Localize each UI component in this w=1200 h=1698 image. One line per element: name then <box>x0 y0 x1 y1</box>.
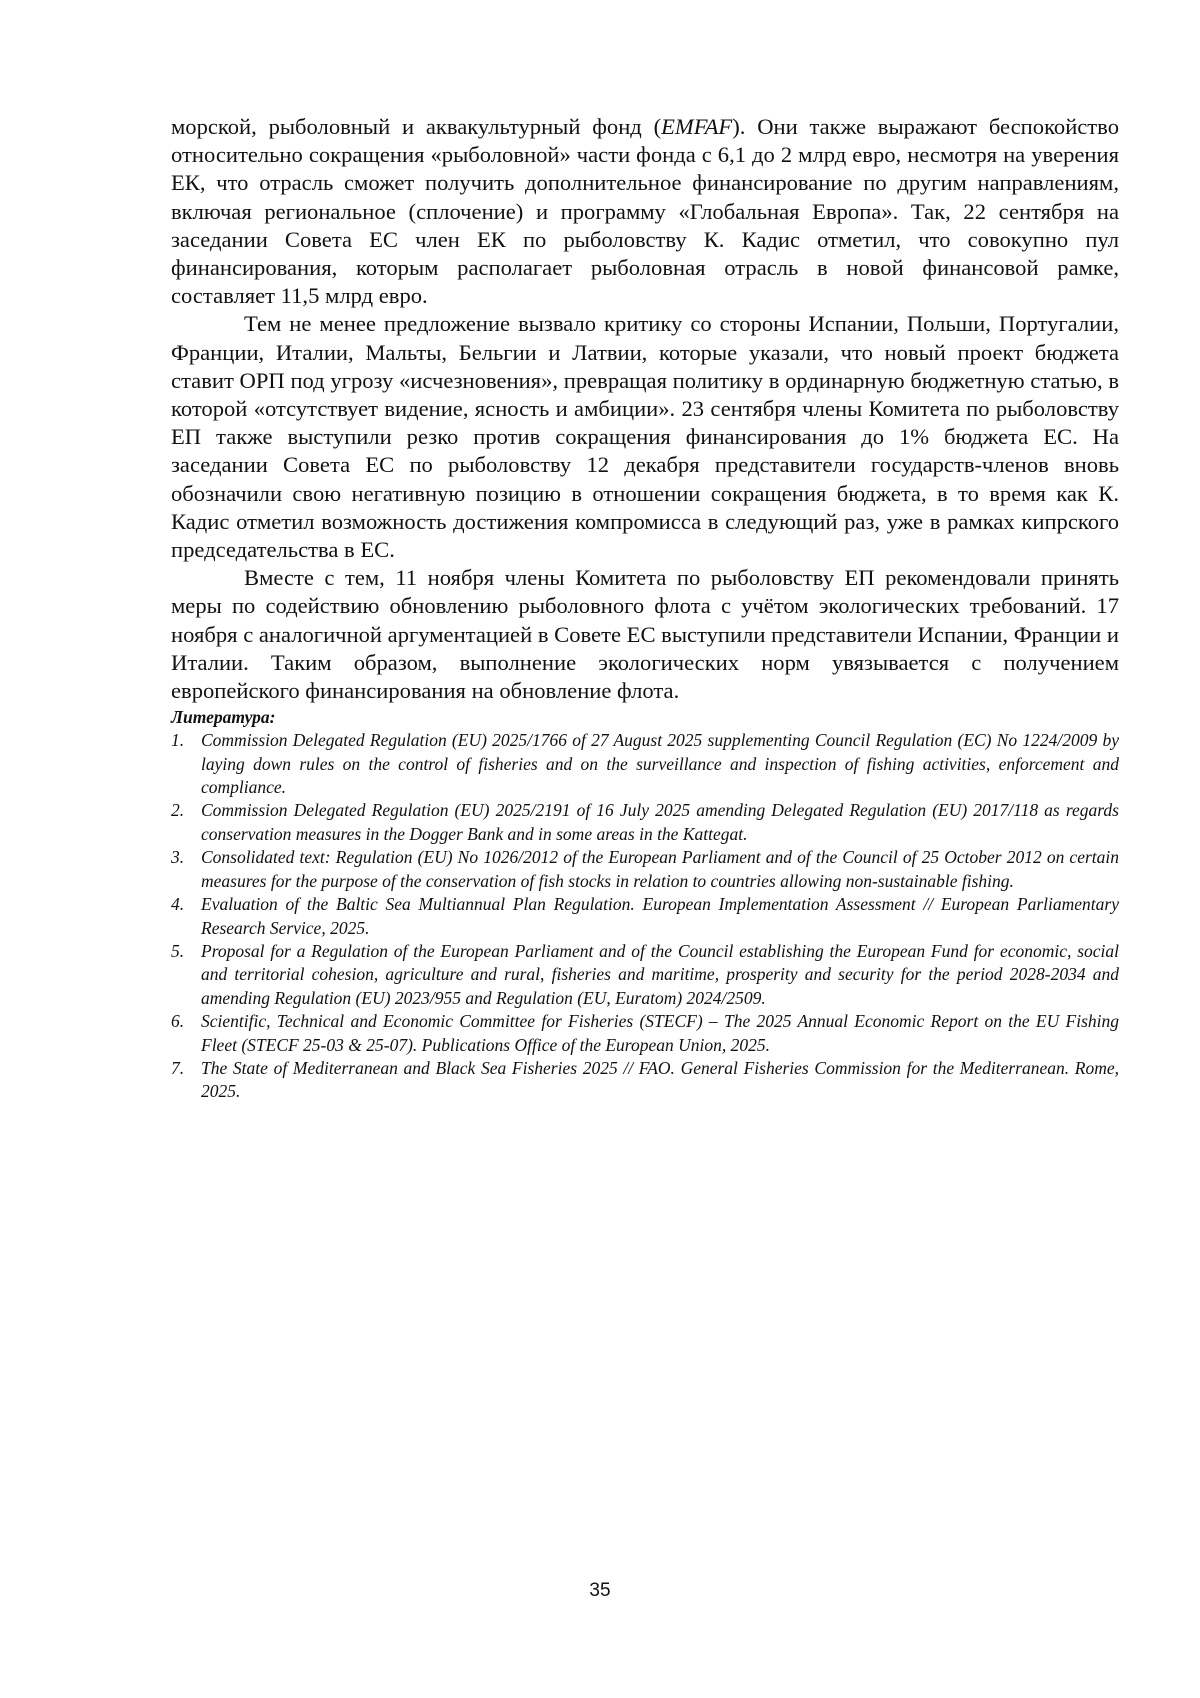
reference-item <box>171 893 1119 940</box>
emfaf-abbreviation: EMFAF <box>661 114 733 139</box>
reference-text: The State of Mediterranean and Black Sea Fisheries 2025 // FAO. General Fisheries Commission for the Mediterranean. Rome, 2025. <box>201 1057 1119 1102</box>
reference-number: 4. <box>171 894 185 915</box>
references-heading: Литература: <box>171 707 276 728</box>
reference-item <box>171 1057 1119 1104</box>
reference-text: Commission Delegated Regulation (EU) 2025/2191 of 16 July 2025 amending Delegated Regulation (EU) 2017/118 as regards conservation measures in the Dogger Bank and in some areas in the Kattegat. <box>201 800 1119 844</box>
page-content <box>171 113 1119 1104</box>
reference-text: Evaluation of the Baltic Sea Multiannual Plan Regulation. European Implementation Assessment // European Parliamentary Research Service, 2025. <box>201 894 1119 938</box>
reference-number: 5. <box>171 940 185 961</box>
reference-number: 7. <box>171 1057 185 1078</box>
reference-item <box>171 799 1119 846</box>
references-list <box>171 729 1119 1104</box>
body-paragraph-2: Тем не менее предложение вызвало критику со стороны Испании, Польши, Португалии, Франции, Италии, Мальты, Бельгии и Латвии, которые указали, что новый проект бюджета ставит ОРП под угрозу «исчезновения», превращая политику в ординарную бюджетную статью, в которой «отсутствует видение, ясность и амбиции». 23 сентября члены Комитета по рыболовству ЕП также выступили резко против сокращения финансирования до 1% бюджета ЕС. На заседании Совета ЕС по рыболовству 12 декабря представители государств-членов вновь обозначили свою негативную позицию в отношении сокращения бюджета, в то время как К. Кадис отметил возможность достижения компромисса в следующий раз, уже в рамках кипрского председательства в ЕС. <box>171 311 1119 563</box>
reference-item <box>171 1010 1119 1057</box>
reference-item <box>171 729 1119 799</box>
body-paragraph-3: Вместе с тем, 11 ноября члены Комитета по рыболовству ЕП рекомендовали принять меры по содействию обновлению рыболовного флота с учётом экологических требований. 17 ноября с аналогичной аргументацией в Совете ЕС выступили представители Испании, Франции и Италии. Таким образом, выполнение экологических норм увязывается с получением европейского финансирования на обновление флота. <box>171 565 1119 704</box>
reference-item <box>171 940 1119 1010</box>
body-paragraph-1 <box>171 113 1119 310</box>
reference-number: 6. <box>171 1011 185 1032</box>
reference-number: 2. <box>171 800 185 821</box>
paragraph-1-text-end: ). Они также выражают беспокойство относительно сокращения «рыболовной» части фонда с 6,1 до 2 млрд евро, несмотря на уверения ЕК, что отрасль сможет получить дополнительное финансирование по другим направлениям, включая региональное (сплочение) и программу «Глобальная Европа». Так, 22 сентября на заседании Совета ЕС член ЕК по рыболовству К. Кадис отметил, что совокупно пул финансирования, которым располагает рыболовная отрасль в новой финансовой рамке, составляет 11,5 млрд евро. <box>171 114 1119 309</box>
reference-number: 1. <box>171 730 185 751</box>
page-number: 35 <box>589 1580 611 1601</box>
reference-item <box>171 846 1119 893</box>
reference-text: Scientific, Technical and Economic Committee for Fisheries (STECF) – The 2025 Annual Economic Report on the EU Fishing Fleet (STECF 25-03 & 25-07). Publications Office of the European Union, 2025. <box>201 1011 1119 1055</box>
paragraph-1-text-start: морской, рыболовный и аквакультурный фонд ( <box>171 114 662 139</box>
reference-text: Consolidated text: Regulation (EU) No 1026/2012 of the European Parliament and of the Council of 25 October 2012 on certain measures for the purpose of the conservation of fish stocks in relation to countries allowing non-sustainable fishing. <box>201 847 1119 891</box>
reference-number: 3. <box>171 847 185 868</box>
reference-text: Commission Delegated Regulation (EU) 2025/1766 of 27 August 2025 supplementing Council Regulation (EC) No 1224/2009 by laying down rules on the control of fisheries and on the surveillance and inspection of fishing activities, enforcement and compliance. <box>201 730 1119 798</box>
reference-text: Proposal for a Regulation of the European Parliament and of the Council establishing the European Fund for economic, social and territorial cohesion, agriculture and rural, fisheries and maritime, prosperity and security for the period 2028-2034 and amending Regulation (EU) 2023/955 and Regulation (EU, Euratom) 2024/2509. <box>201 940 1119 1008</box>
